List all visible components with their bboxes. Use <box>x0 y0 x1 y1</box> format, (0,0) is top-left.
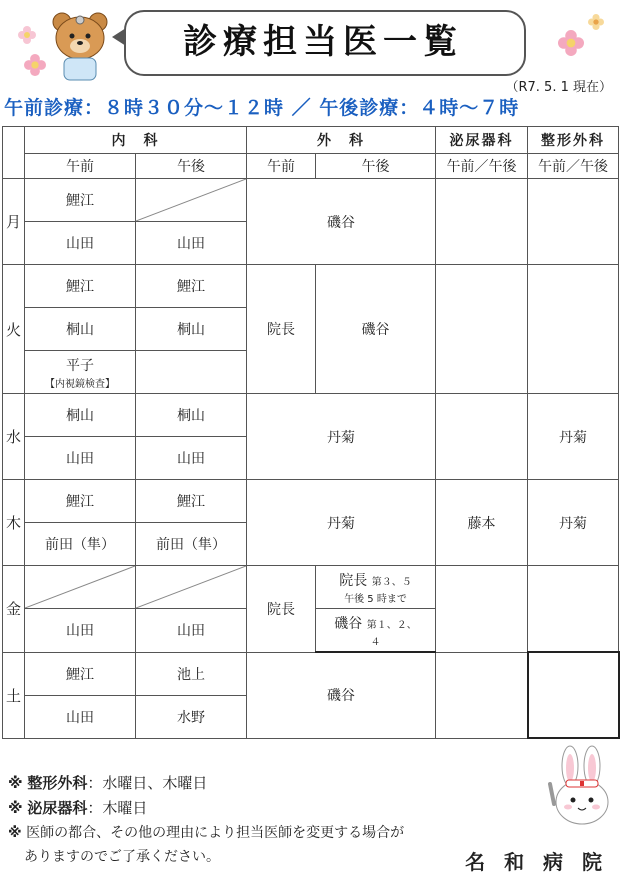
closed-cell <box>136 566 247 609</box>
day-tue: 火 <box>3 265 25 394</box>
note-text: 医師の都合、その他の理由により担当医師を変更する場合が <box>26 825 405 841</box>
doctor-cell: 山田 <box>25 695 136 738</box>
doctor-cell: 磯谷 <box>247 652 436 738</box>
note-change <box>8 822 404 842</box>
schedule-table <box>2 126 620 739</box>
doctor-cell: 院長 <box>247 265 316 394</box>
doctor-cell: 山田 <box>25 222 136 265</box>
doctor-note: ４ <box>370 636 381 648</box>
doctor-cell: 鯉江 <box>25 179 136 222</box>
corner-cell <box>3 127 25 179</box>
doctor-cell: 前田（隼） <box>25 523 136 566</box>
doctor-cell: 山田 <box>25 609 136 653</box>
header-am: 午前 <box>247 154 316 179</box>
day-wed: 水 <box>3 394 25 480</box>
note-seikei <box>8 772 207 793</box>
note-label: 整形外科 <box>27 774 88 792</box>
header-am: 午前 <box>25 154 136 179</box>
doctor-cell: 桐山 <box>25 394 136 437</box>
doctor-cell: 丹菊 <box>528 394 619 480</box>
empty-cell <box>136 351 247 394</box>
doctor-cell: 鯉江 <box>136 265 247 308</box>
doctor-cell: 桐山 <box>136 394 247 437</box>
doctor-name: 院長 <box>339 572 368 589</box>
doctor-cell: 院長 <box>247 566 316 653</box>
doctor-note: 第３、５ <box>371 576 412 588</box>
doctor-cell: 池上 <box>136 652 247 695</box>
note-text: ：水曜日、木曜日 <box>87 774 208 792</box>
day-fri: 金 <box>3 566 25 653</box>
flower-icon <box>588 14 604 30</box>
day-mon: 月 <box>3 179 25 265</box>
flower-icon <box>558 30 584 56</box>
page-title: 診療担当医一覧 <box>183 22 463 62</box>
doctor-cell: 磯谷 <box>247 179 436 265</box>
doctor-cell: 鯉江 <box>25 265 136 308</box>
doctor-cell: 水野 <box>136 695 247 738</box>
hospital-name: 名 和 病 院 <box>465 850 608 874</box>
closed-cell <box>136 179 247 222</box>
empty-cell <box>436 566 528 653</box>
empty-cell <box>436 394 528 480</box>
doctor-cell <box>25 351 136 394</box>
day-sat: 土 <box>3 652 25 738</box>
doctor-note: 第１、２、 <box>366 619 417 631</box>
header-hinyoki: 泌尿器科 <box>436 127 528 154</box>
doctor-cell: 桐山 <box>136 308 247 351</box>
note-mark: ※ <box>8 825 22 841</box>
doctor-cell: 前田（隼） <box>136 523 247 566</box>
doctor-cell: 山田 <box>136 437 247 480</box>
empty-cell <box>528 652 619 738</box>
doctor-cell: 丹菊 <box>247 394 436 480</box>
consultation-hours: 午前診療：８時３０分～１２時 ／ 午後診療：４時～７時 <box>4 97 520 119</box>
doctor-cell: 鯉江 <box>136 480 247 523</box>
header-ampm: 午前／午後 <box>436 154 528 179</box>
doctor-name: 平子 <box>66 357 94 374</box>
header-pm: 午後 <box>316 154 436 179</box>
doctor-note: 午後 5 時まで <box>344 593 407 605</box>
doctor-cell: 鯉江 <box>25 652 136 695</box>
doctor-name: 磯谷 <box>334 615 363 632</box>
header-naika: 内 科 <box>25 127 247 154</box>
doctor-cell: 鯉江 <box>25 480 136 523</box>
doctor-cell: 丹菊 <box>247 480 436 566</box>
note-change-cont: ありますのでご了承ください。 <box>24 849 220 865</box>
empty-cell <box>436 179 528 265</box>
day-thu: 木 <box>3 480 25 566</box>
doctor-note: 【内視鏡検査】 <box>45 378 115 390</box>
doctor-cell <box>316 566 436 609</box>
note-hinyoki <box>8 797 147 818</box>
doctor-cell <box>316 609 436 653</box>
header-pm: 午後 <box>136 154 247 179</box>
flower-icon <box>18 26 36 44</box>
doctor-cell: 山田 <box>25 437 136 480</box>
empty-cell <box>528 179 619 265</box>
doctor-cell: 山田 <box>136 609 247 653</box>
doctor-cell: 丹菊 <box>528 480 619 566</box>
header-geka: 外 科 <box>247 127 436 154</box>
closed-cell <box>25 566 136 609</box>
note-text: ：木曜日 <box>87 799 148 817</box>
header-seikei: 整形外科 <box>528 127 619 154</box>
empty-cell <box>436 265 528 394</box>
doctor-cell: 山田 <box>136 222 247 265</box>
note-mark: ※ <box>8 799 23 817</box>
doctor-cell: 桐山 <box>25 308 136 351</box>
doctor-cell: 藤本 <box>436 480 528 566</box>
bear-mascot-icon <box>48 8 112 84</box>
empty-cell <box>436 652 528 738</box>
empty-cell <box>528 265 619 394</box>
empty-cell <box>528 566 619 653</box>
note-mark: ※ <box>8 774 23 792</box>
flower-icon <box>24 54 46 76</box>
rabbit-mascot-icon <box>548 744 616 836</box>
header-ampm: 午前／午後 <box>528 154 619 179</box>
doctor-cell: 磯谷 <box>316 265 436 394</box>
note-label: 泌尿器科 <box>27 799 88 817</box>
as-of-date: （R7. 5. 1 現在） <box>505 80 612 95</box>
